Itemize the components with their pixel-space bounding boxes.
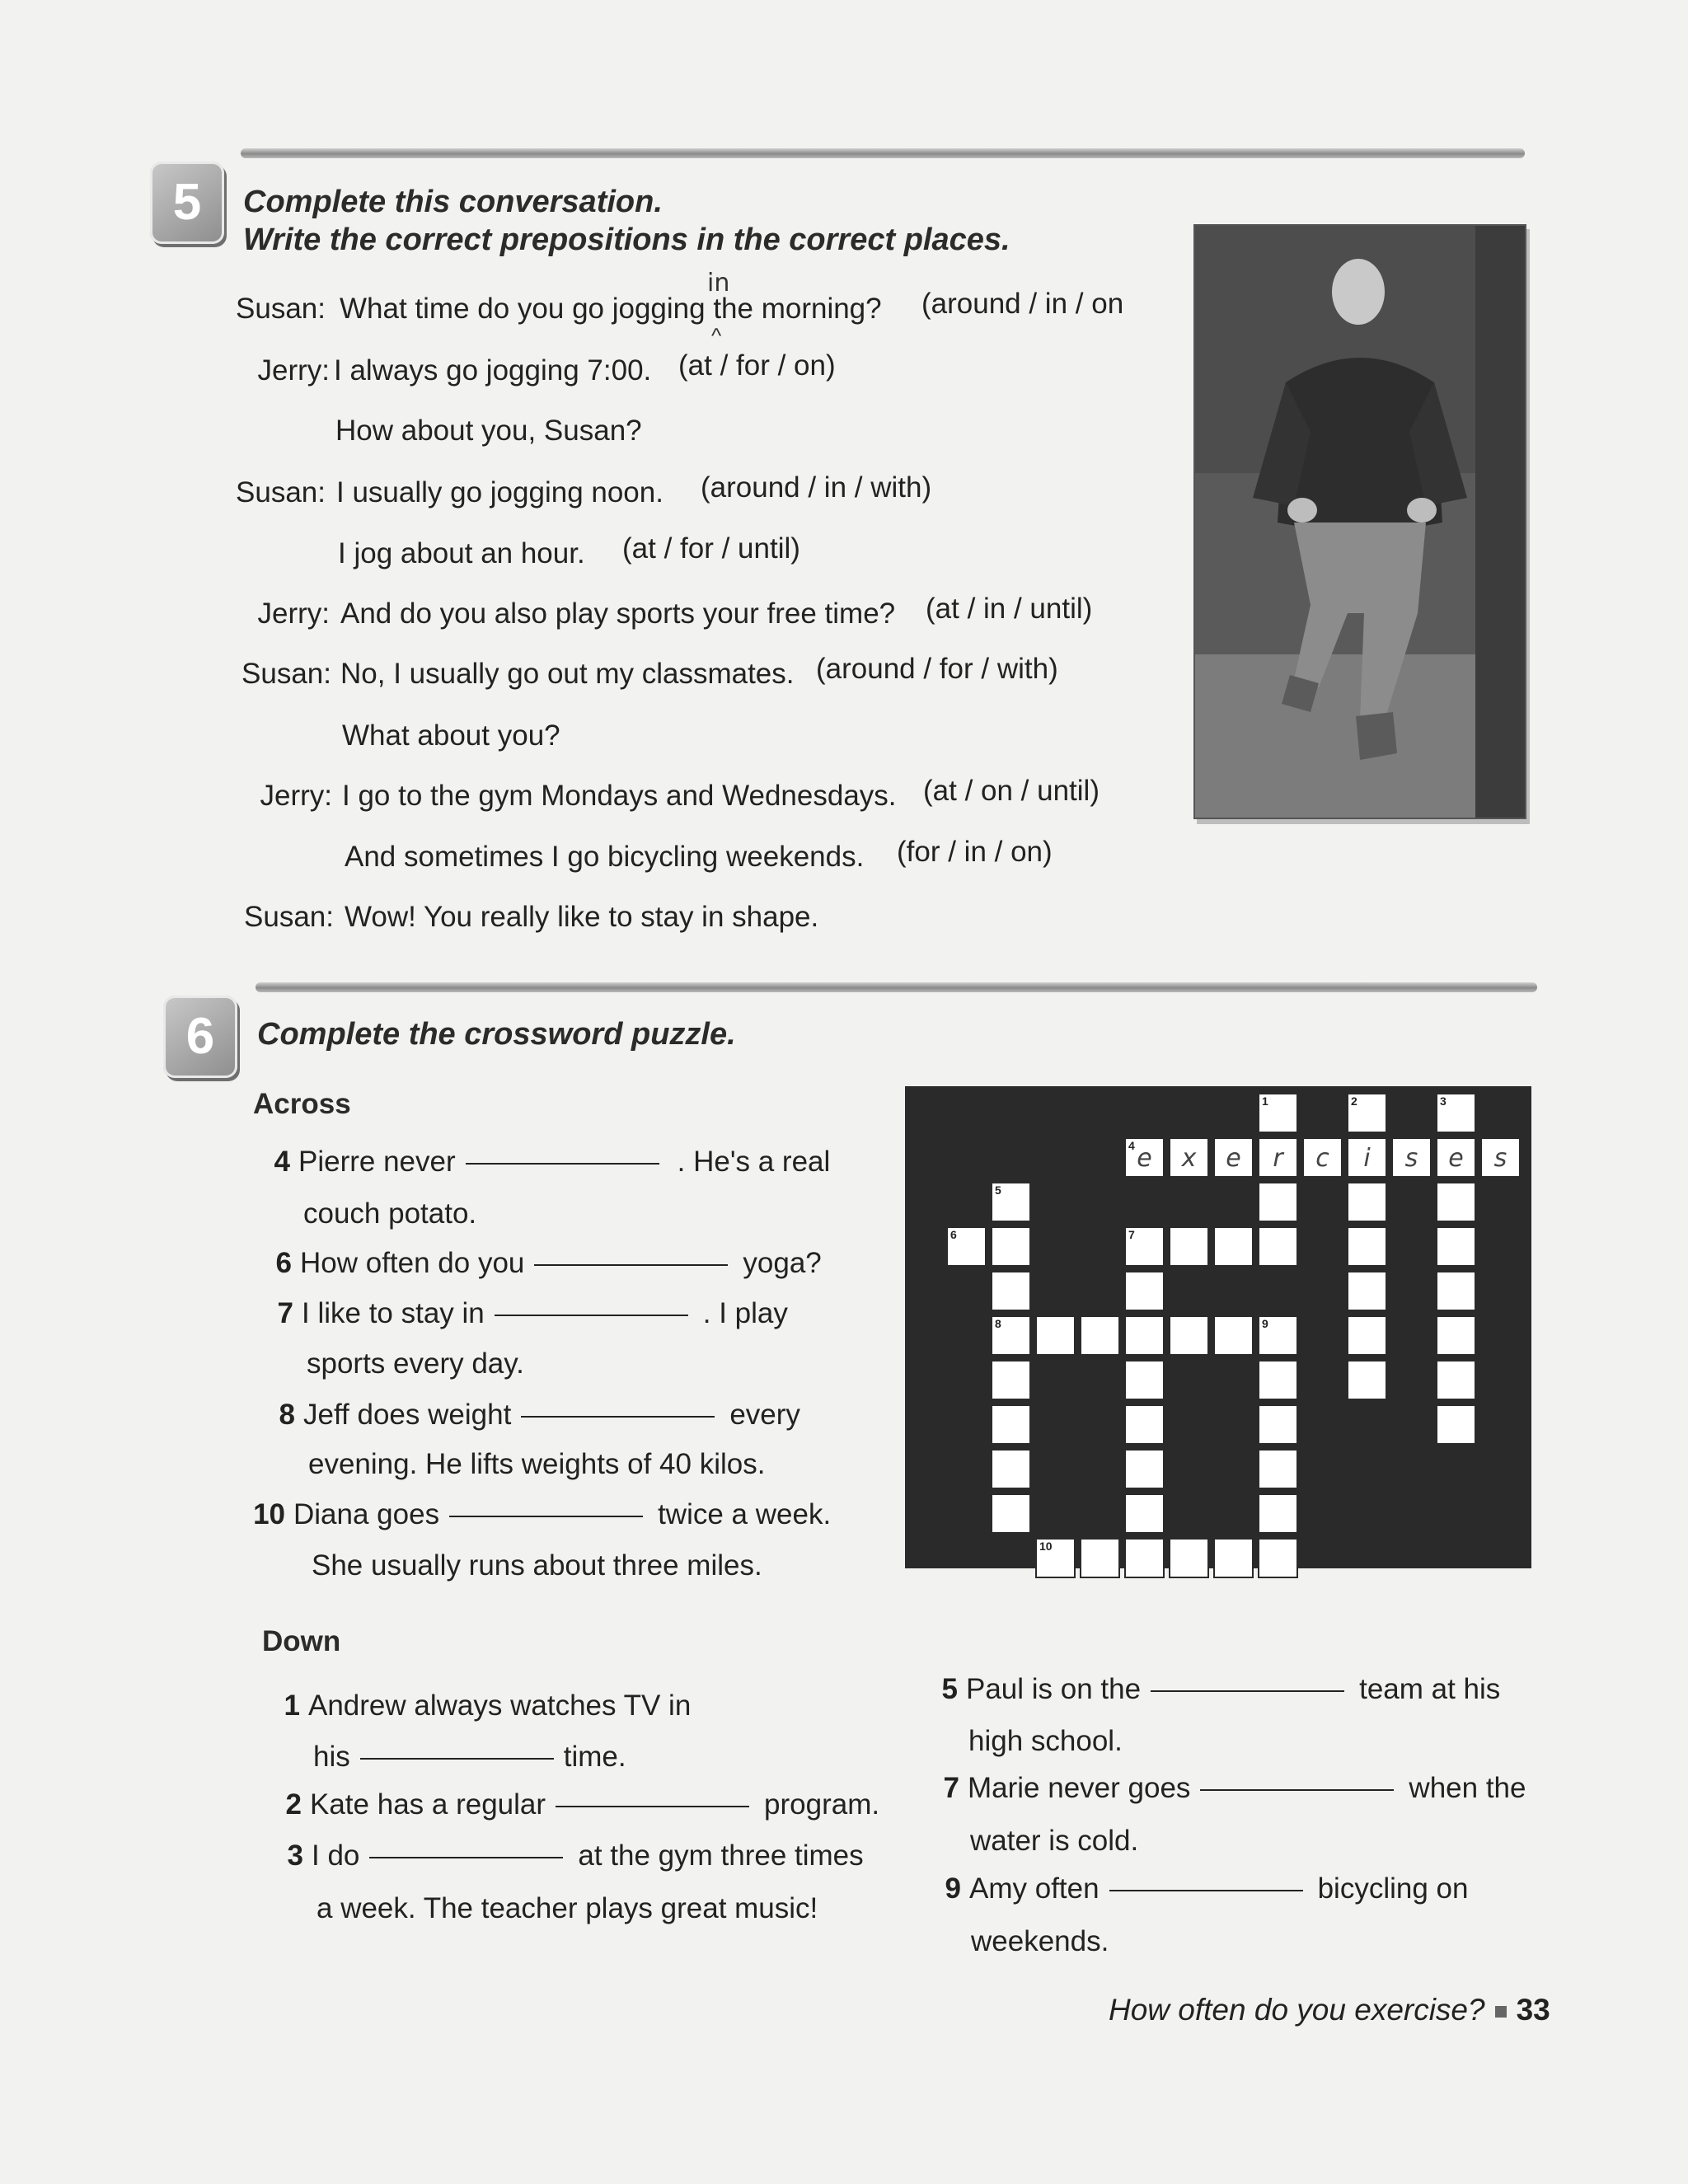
exercise-5-instruction-1: Complete this conversation. <box>243 185 663 219</box>
preposition-options: (around / in / on <box>921 288 1124 320</box>
crossword-cell[interactable] <box>1258 1093 1298 1133</box>
conversation-line: I always go jogging 7:00. <box>334 354 652 387</box>
clue-text: Andrew always watches TV in <box>308 1690 692 1722</box>
clue-number: 4 <box>274 1146 290 1178</box>
cell-number: 6 <box>950 1228 957 1241</box>
speaker-name: Jerry: <box>260 780 332 812</box>
insertion-caret: ^ <box>711 323 722 348</box>
crossword-cell[interactable] <box>1436 1093 1476 1133</box>
conversation-line: I go to the gym Mondays and Wednesdays. <box>342 780 897 812</box>
crossword-cell[interactable] <box>1035 1315 1076 1356</box>
clue-number: 1 <box>284 1690 300 1722</box>
crossword-cell[interactable] <box>1347 1137 1387 1178</box>
cell-letter: e <box>1448 1144 1464 1173</box>
clue-text-after: time. <box>563 1741 626 1773</box>
crossword-cell[interactable] <box>1302 1137 1343 1178</box>
answer-blank[interactable] <box>466 1162 659 1165</box>
answer-blank[interactable] <box>1109 1889 1303 1891</box>
conversation-line: How about you, Susan? <box>335 415 642 447</box>
crossword-cell[interactable] <box>1258 1137 1298 1178</box>
conversation-line: And do you also play sports your free time? <box>340 598 896 630</box>
crossword-cell[interactable] <box>946 1226 987 1267</box>
crossword-cell[interactable] <box>1169 1538 1209 1578</box>
crossword-cell[interactable] <box>1347 1360 1387 1400</box>
crossword-cell[interactable] <box>1436 1360 1476 1400</box>
clue-6 <box>256 1247 822 1280</box>
clue-number: 2 <box>285 1788 302 1821</box>
answer-blank[interactable] <box>369 1856 563 1858</box>
crossword-cell[interactable] <box>1436 1271 1476 1311</box>
clue-text-after: when the <box>1409 1772 1526 1804</box>
answer-blank[interactable] <box>556 1805 749 1807</box>
crossword-cell[interactable] <box>1258 1493 1298 1534</box>
crossword-cell[interactable] <box>1124 1226 1165 1267</box>
clue-text: Paul is on the <box>966 1673 1142 1705</box>
preposition-options: (at / for / until) <box>622 532 800 565</box>
clue-4 <box>254 1146 830 1179</box>
crossword-cell[interactable] <box>1347 1315 1387 1356</box>
crossword-cell[interactable] <box>991 1360 1031 1400</box>
clue-3 <box>267 1840 864 1872</box>
preposition-options: (at / on / until) <box>923 775 1100 807</box>
clue-text-after: every <box>729 1399 800 1431</box>
clue-number: 8 <box>279 1399 295 1431</box>
exercise-6-instruction: Complete the crossword puzzle. <box>257 1017 736 1052</box>
clue-9 <box>925 1872 1468 1905</box>
crossword-cell[interactable] <box>1258 1182 1298 1222</box>
crossword-cell[interactable] <box>1213 1315 1254 1356</box>
crossword-cell[interactable] <box>991 1182 1031 1222</box>
cell-number: 5 <box>995 1183 1001 1197</box>
clue-continuation: couch potato. <box>303 1197 477 1230</box>
down-title: Down <box>262 1625 341 1657</box>
answer-blank[interactable] <box>1151 1690 1344 1692</box>
clue-text-after: team at his <box>1359 1673 1501 1705</box>
cell-letter: e <box>1226 1144 1241 1173</box>
speaker-name: Susan: <box>236 476 326 509</box>
crossword-cell[interactable] <box>1213 1538 1254 1578</box>
conversation-line: And sometimes I go bicycling weekends. <box>345 841 865 873</box>
clue-continuation: high school. <box>968 1725 1123 1757</box>
clue-text-after: bicycling on <box>1317 1872 1469 1905</box>
cell-letter: x <box>1181 1144 1197 1173</box>
crossword-cell[interactable] <box>1213 1226 1254 1267</box>
clue-text: a week. The teacher plays great music! <box>316 1892 818 1924</box>
clue-continuation: water is cold. <box>970 1825 1139 1857</box>
speaker-name: Jerry: <box>257 598 330 630</box>
crossword-cell[interactable] <box>1436 1404 1476 1445</box>
conversation-line: No, I usually go out my classmates. <box>340 658 795 690</box>
cell-letter: e <box>1137 1144 1152 1173</box>
clue-number: 9 <box>945 1872 961 1905</box>
cell-number: 8 <box>995 1317 1001 1330</box>
crossword-cell[interactable] <box>1124 1449 1165 1489</box>
clue-7 <box>257 1297 788 1330</box>
cell-number: 4 <box>1128 1139 1135 1152</box>
clue-8 <box>259 1399 800 1432</box>
preposition-options: (around / in / with) <box>701 471 932 504</box>
crossword-cell[interactable] <box>991 1271 1031 1311</box>
crossword-cell[interactable] <box>1480 1137 1521 1178</box>
crossword-cell[interactable] <box>991 1493 1031 1534</box>
clue-text-after: . I play <box>702 1297 788 1329</box>
answer-blank[interactable] <box>534 1263 728 1266</box>
answer-blank[interactable] <box>1200 1788 1394 1791</box>
crossword-cell[interactable] <box>991 1449 1031 1489</box>
answer-blank[interactable] <box>360 1757 554 1760</box>
crossword-cell[interactable] <box>1258 1538 1298 1578</box>
cell-letter: s <box>1404 1144 1418 1173</box>
preposition-options: (around / for / with) <box>816 653 1058 685</box>
conversation-line: I jog about an hour. <box>338 537 585 569</box>
crossword-cell[interactable] <box>1436 1182 1476 1222</box>
crossword-cell[interactable] <box>1436 1315 1476 1356</box>
cell-number: 2 <box>1351 1094 1357 1108</box>
preposition-options: (at / for / on) <box>678 349 836 382</box>
clue-text: I do <box>312 1840 360 1872</box>
crossword-cell[interactable] <box>1124 1538 1165 1578</box>
crossword-cell[interactable] <box>1347 1182 1387 1222</box>
exercise-5-instruction-2: Write the correct prepositions in the correct places. <box>243 223 1010 257</box>
crossword-cell[interactable] <box>1258 1315 1298 1356</box>
crossword-cell[interactable] <box>1258 1404 1298 1445</box>
exercise-5-badge: 5 <box>150 162 224 244</box>
speaker-name: Jerry: <box>257 354 330 387</box>
crossword-cell[interactable] <box>1169 1315 1209 1356</box>
clue-text: Diana goes <box>293 1498 440 1530</box>
jogger-illustration <box>1195 226 1525 818</box>
answer-blank[interactable] <box>449 1515 643 1517</box>
cell-letter: i <box>1363 1144 1371 1173</box>
crossword-cell[interactable] <box>1169 1137 1209 1178</box>
clue-continuation <box>316 1892 818 1925</box>
clue-text-after: twice a week. <box>658 1498 832 1530</box>
footer-title: How often do you exercise? <box>1109 1993 1485 2027</box>
crossword-cell[interactable] <box>1258 1226 1298 1267</box>
cell-letter: r <box>1273 1144 1283 1173</box>
cell-number: 9 <box>1262 1317 1268 1330</box>
crossword-grid <box>905 1086 1531 1568</box>
clue-text: Amy often <box>969 1872 1100 1905</box>
crossword-cell[interactable] <box>1213 1137 1254 1178</box>
clue-number: 3 <box>287 1840 303 1872</box>
across-title: Across <box>253 1088 351 1120</box>
clue-10 <box>249 1498 831 1531</box>
crossword-cell[interactable] <box>1124 1315 1165 1356</box>
section-6-rule <box>256 982 1537 992</box>
conversation-line: Wow! You really like to stay in shape. <box>345 901 819 933</box>
clue-continuation: evening. He lifts weights of 40 kilos. <box>308 1448 766 1480</box>
clue-continuation: weekends. <box>971 1925 1109 1957</box>
crossword-cell[interactable] <box>1124 1271 1165 1311</box>
preposition-options: (at / in / until) <box>926 593 1093 625</box>
clue-text-after: program. <box>764 1788 880 1821</box>
conversation-line: What about you? <box>342 719 560 752</box>
clue-2 <box>265 1788 879 1821</box>
crossword-cell[interactable] <box>991 1315 1031 1356</box>
answer-blank[interactable] <box>521 1415 715 1418</box>
conversation-line: I usually go jogging noon. <box>336 476 663 509</box>
conversation-line: What time do you go jogging the morning? <box>340 293 882 325</box>
crossword-cell[interactable] <box>1169 1226 1209 1267</box>
section-5-rule <box>241 148 1525 158</box>
crossword-cell[interactable] <box>991 1226 1031 1267</box>
clue-text-after: at the gym three times <box>578 1840 864 1872</box>
crossword-cell[interactable] <box>1436 1226 1476 1267</box>
page-number: 33 <box>1516 1993 1550 2027</box>
clue-number: 10 <box>253 1498 285 1530</box>
crossword-cell[interactable] <box>1124 1360 1165 1400</box>
cell-letter: s <box>1493 1144 1507 1173</box>
clue-text-after: . He's a real <box>677 1146 831 1178</box>
clue-text: I like to stay in <box>302 1297 485 1329</box>
cell-number: 3 <box>1440 1094 1447 1108</box>
clue-continuation <box>313 1741 626 1774</box>
exercise-6-badge: 6 <box>163 996 237 1078</box>
clue-number: 7 <box>277 1297 293 1329</box>
crossword-cell[interactable] <box>991 1404 1031 1445</box>
crossword-cell[interactable] <box>1347 1093 1387 1133</box>
crossword-cell[interactable] <box>1124 1404 1165 1445</box>
clue-number: 6 <box>275 1247 292 1279</box>
crossword-cell[interactable] <box>1347 1271 1387 1311</box>
clue-continuation: She usually runs about three miles. <box>312 1549 762 1582</box>
square-bullet-icon <box>1495 2006 1507 2018</box>
clue-text: How often do you <box>300 1247 525 1279</box>
crossword-cell[interactable] <box>1436 1137 1476 1178</box>
cell-letter: c <box>1315 1144 1329 1173</box>
cell-number: 1 <box>1262 1094 1268 1108</box>
crossword-cell[interactable] <box>1347 1226 1387 1267</box>
clue-text: Marie never goes <box>968 1772 1191 1804</box>
clue-text: Jeff does weight <box>303 1399 512 1431</box>
clue-7 <box>923 1772 1526 1805</box>
jogger-photo <box>1193 224 1526 819</box>
crossword-cell[interactable] <box>1080 1538 1120 1578</box>
clue-text: Pierre never <box>298 1146 456 1178</box>
preposition-options: (for / in / on) <box>897 836 1053 868</box>
clue-continuation: sports every day. <box>307 1347 524 1380</box>
crossword-cell[interactable] <box>1391 1137 1432 1178</box>
clue-text: Kate has a regular <box>310 1788 546 1821</box>
clue-text: his <box>313 1741 350 1773</box>
speaker-name: Susan: <box>236 293 326 325</box>
crossword-cell[interactable] <box>1258 1449 1298 1489</box>
crossword-cell[interactable] <box>1080 1315 1120 1356</box>
cell-number: 10 <box>1039 1540 1053 1553</box>
page-footer <box>1109 1993 1550 2027</box>
handwritten-answer: in <box>707 269 730 298</box>
clue-5 <box>921 1673 1500 1706</box>
speaker-name: Susan: <box>241 658 331 690</box>
crossword-cell[interactable] <box>1035 1538 1076 1578</box>
crossword-cell[interactable] <box>1124 1137 1165 1178</box>
cell-number: 7 <box>1128 1228 1135 1241</box>
answer-blank[interactable] <box>495 1314 688 1316</box>
clue-1 <box>264 1690 691 1722</box>
speaker-name: Susan: <box>244 901 334 933</box>
clue-number: 5 <box>941 1673 958 1705</box>
crossword-cell[interactable] <box>1258 1360 1298 1400</box>
clue-number: 7 <box>943 1772 959 1804</box>
clue-text-after: yoga? <box>743 1247 822 1279</box>
crossword-cell[interactable] <box>1124 1493 1165 1534</box>
